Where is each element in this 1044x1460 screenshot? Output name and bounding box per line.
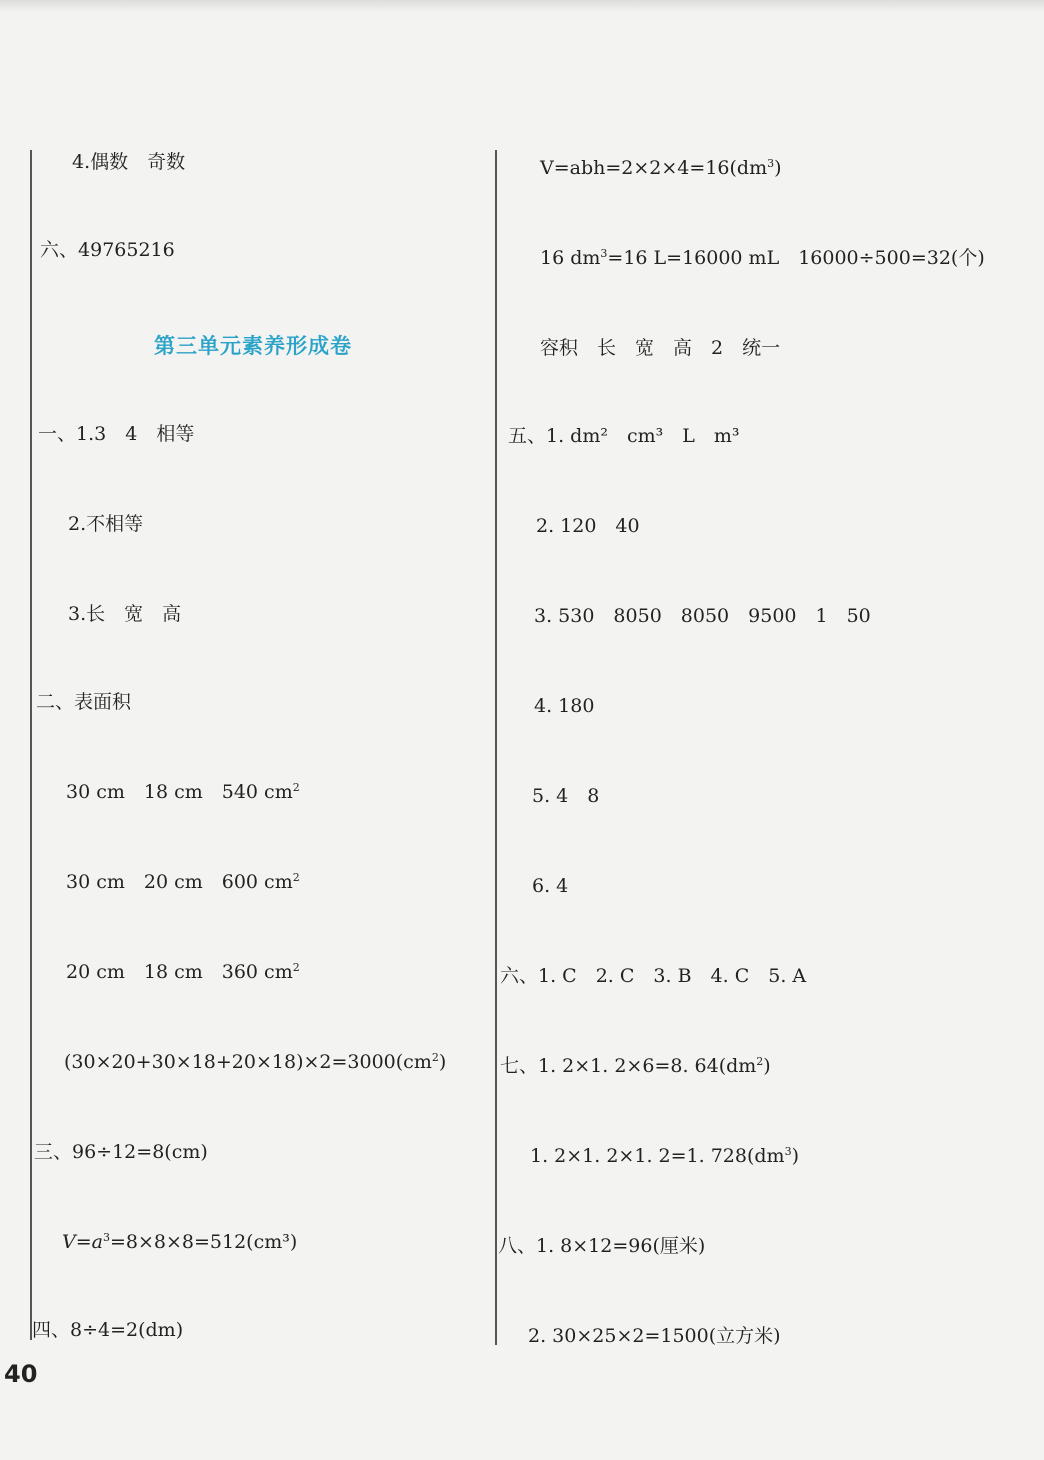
right-line-9: 6. 4 [532,875,569,897]
section-title: 第三单元素养形成卷 [154,334,352,358]
left-line-1: 4.偶数 奇数 [72,151,186,173]
right-line-1: $V=abh=2\times 2\times 4=16(dm^3)$ [540,157,782,179]
left-line-11: 三、96÷12=8(cm) [34,1141,208,1163]
right-line-5: 2. 120 40 [536,515,640,537]
right-line-6: 3. 530 8050 8050 9500 1 50 [534,605,871,627]
right-line-3: 容积 长 宽 高 2 统一 [540,337,781,359]
left-line-6: 二、表面积 [36,691,132,713]
left-line-9: 20 cm 18 cm 360 $cm^2$ [66,961,300,983]
left-line-10: $(30\times 20+30\times 18+20\times 18)\times 2=3000(cm^2)$ [64,1051,447,1073]
page-number: 40 [4,1360,38,1388]
left-line-5: 3.长 宽 高 [68,603,182,625]
right-line-4: 五、1. dm² cm³ L m³ [508,425,740,447]
right-line-10: 六、1. C 2. C 3. B 4. C 5. A [500,965,807,987]
column-divider-rule [495,150,497,1345]
right-line-14: 2. 30×25×2=1500(立方米) [528,1325,781,1347]
left-line-4: 2.不相等 [68,513,144,535]
right-line-12: 1. 2×1. 2×1. 2=1. $728(dm^3)$ [530,1145,799,1167]
left-line-12: $V=a^3=8\times 8\times 8=512(cm^3)$ [62,1231,298,1253]
right-line-11: 七、1. 2×1. 2×6=8. $64(dm^2)$ [500,1055,771,1077]
left-margin-rule [30,150,32,1340]
left-line-2: 六、49765216 [40,239,175,261]
right-line-13: 八、1. 8×12=96(厘米) [498,1235,706,1257]
scan-shadow [0,0,1044,12]
left-line-3: 一、1.3 4 相等 [38,423,195,445]
left-line-13: 四、8÷4=2(dm) [32,1319,184,1341]
right-line-2: 16 $dm^3=16$ L=16000 mL 16000÷500=32(个) [540,247,985,269]
right-line-7: 4. 180 [534,695,595,717]
left-line-7: 30 cm 18 cm 540 $cm^2$ [66,781,300,803]
right-line-8: 5. 4 8 [532,785,600,807]
left-line-8: 30 cm 20 cm 600 $cm^2$ [66,871,300,893]
